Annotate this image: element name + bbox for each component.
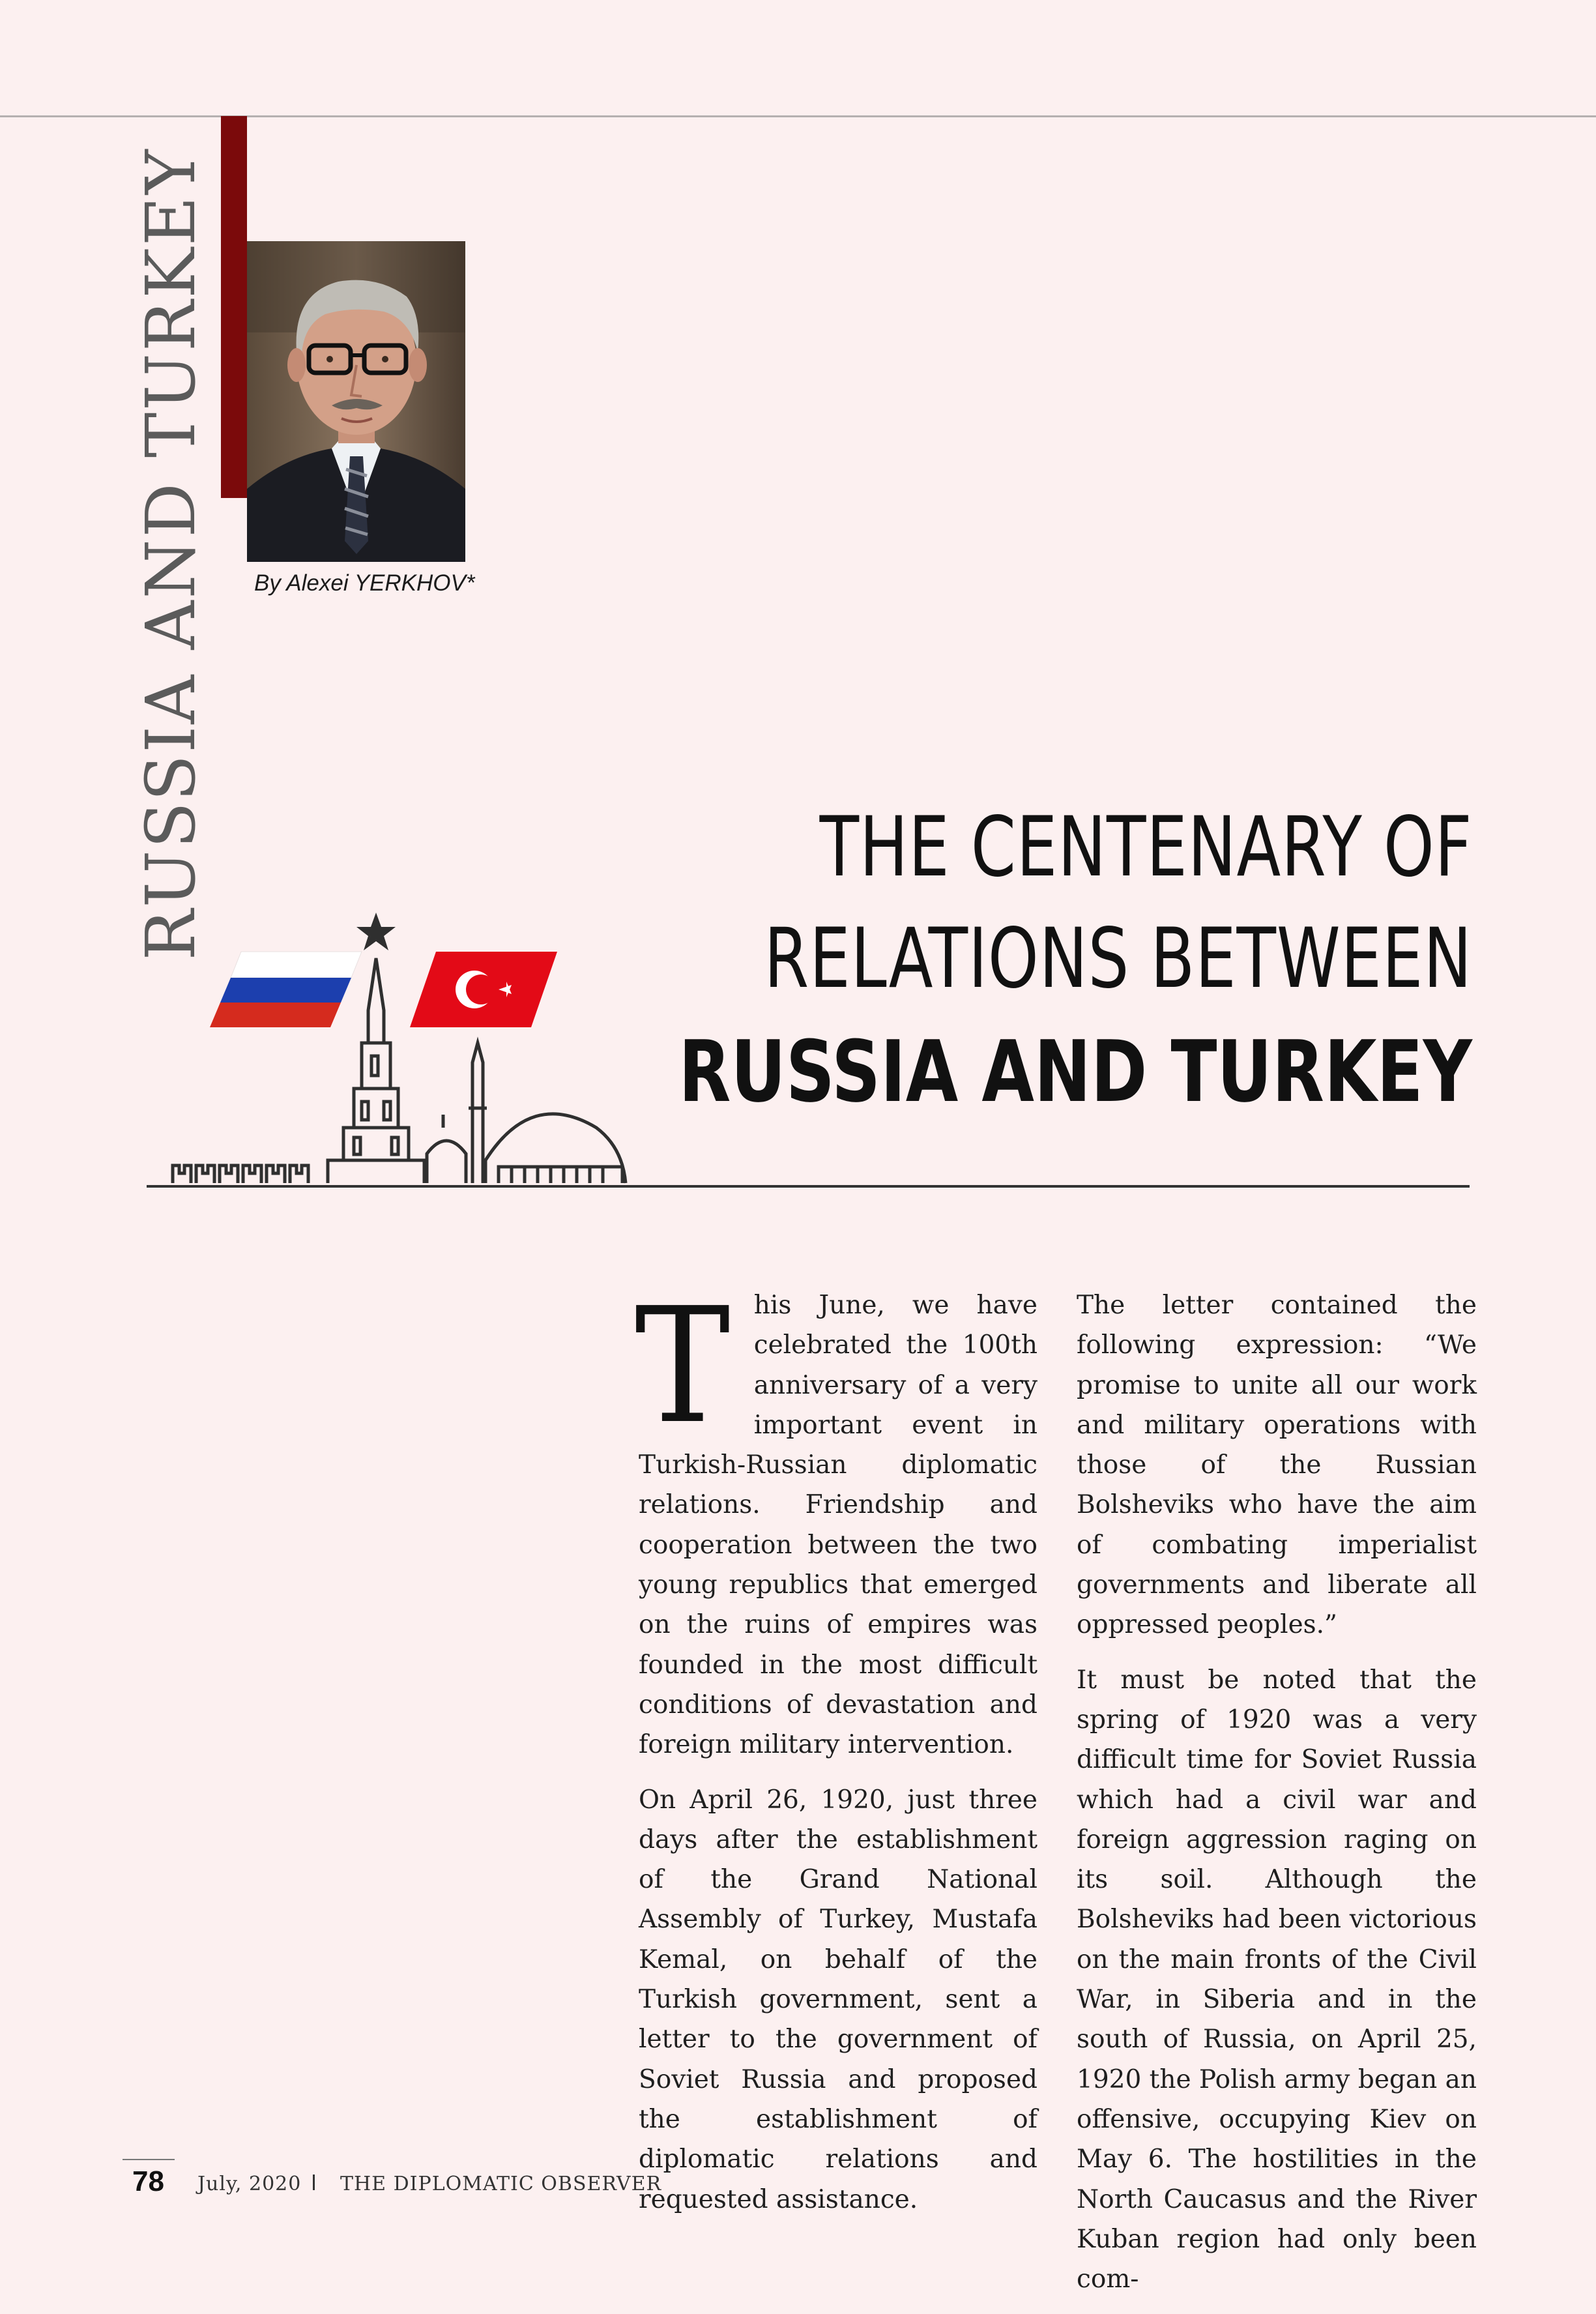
article-column-2 [1077, 1285, 1477, 2314]
footer-date: July, 2020 [197, 2173, 302, 2195]
footer-separator [313, 2175, 315, 2190]
article-paragraph: On April 26, 1920, just three days after the establishment of the Grand National Assembly of Turkey, Mustafa Kemal, on behalf of the Turkish government, sent a letter to the government of Soviet Russia and proposed the establishment of diplomatic relations and requested assistance. [639, 1785, 1037, 2214]
section-label: RUSSIA AND TURKEY [131, 147, 210, 961]
article-paragraph: This June, we have celebrated the 100th anniversary of a very important event in Turkish-Russian diplomatic relations. Friendship and cooperation between the two young republics that emerged on the ruins of empires was founded in the most difficult conditions of devastation and foreign military intervention. [635, 1274, 1037, 1760]
accent-bar [221, 116, 247, 498]
article-paragraph: The letter contained the following expression: “We promise to unite all our work and military operations with those of the Russian Bolsheviks who have the aim of combating imperialist governments and liberate all oppressed peoples.” [1077, 1291, 1477, 1640]
author-photo [247, 241, 465, 562]
footer-rule [123, 2159, 175, 2160]
drop-cap: T [635, 1274, 731, 1459]
title-base-rule [147, 1185, 1470, 1188]
turkey-flag-icon [410, 952, 557, 1027]
title-line-2: RELATIONS BETWEEN [764, 910, 1472, 1006]
title-line-1: THE CENTENARY OF [819, 798, 1472, 895]
russia-flag-icon [210, 952, 362, 1027]
author-byline: By Alexei YERKHOV* [254, 570, 475, 596]
title-line-3: RUSSIA AND TURKEY [678, 1022, 1472, 1121]
article-paragraph: It must be noted that the spring of 1920 was a very difficult time for Soviet Russia which had a civil war and foreign aggression raging on its soil. Although the Bolsheviks had been victorious on the main fronts of the Civil War, in Siberia and in the south of Russia, on April 25, 1920 the Polish army began an offensive, occupying Kiev on May 6. The hostilities in the North Caucasus and the River Kuban region had only been com- [1077, 1665, 1477, 2294]
kremlin-mosque-skyline-icon [147, 893, 642, 1193]
article-column-1 [635, 1274, 1037, 2234]
page-number: 78 [132, 2165, 164, 2197]
publication-name: THE DIPLOMATIC OBSERVER [340, 2173, 662, 2195]
